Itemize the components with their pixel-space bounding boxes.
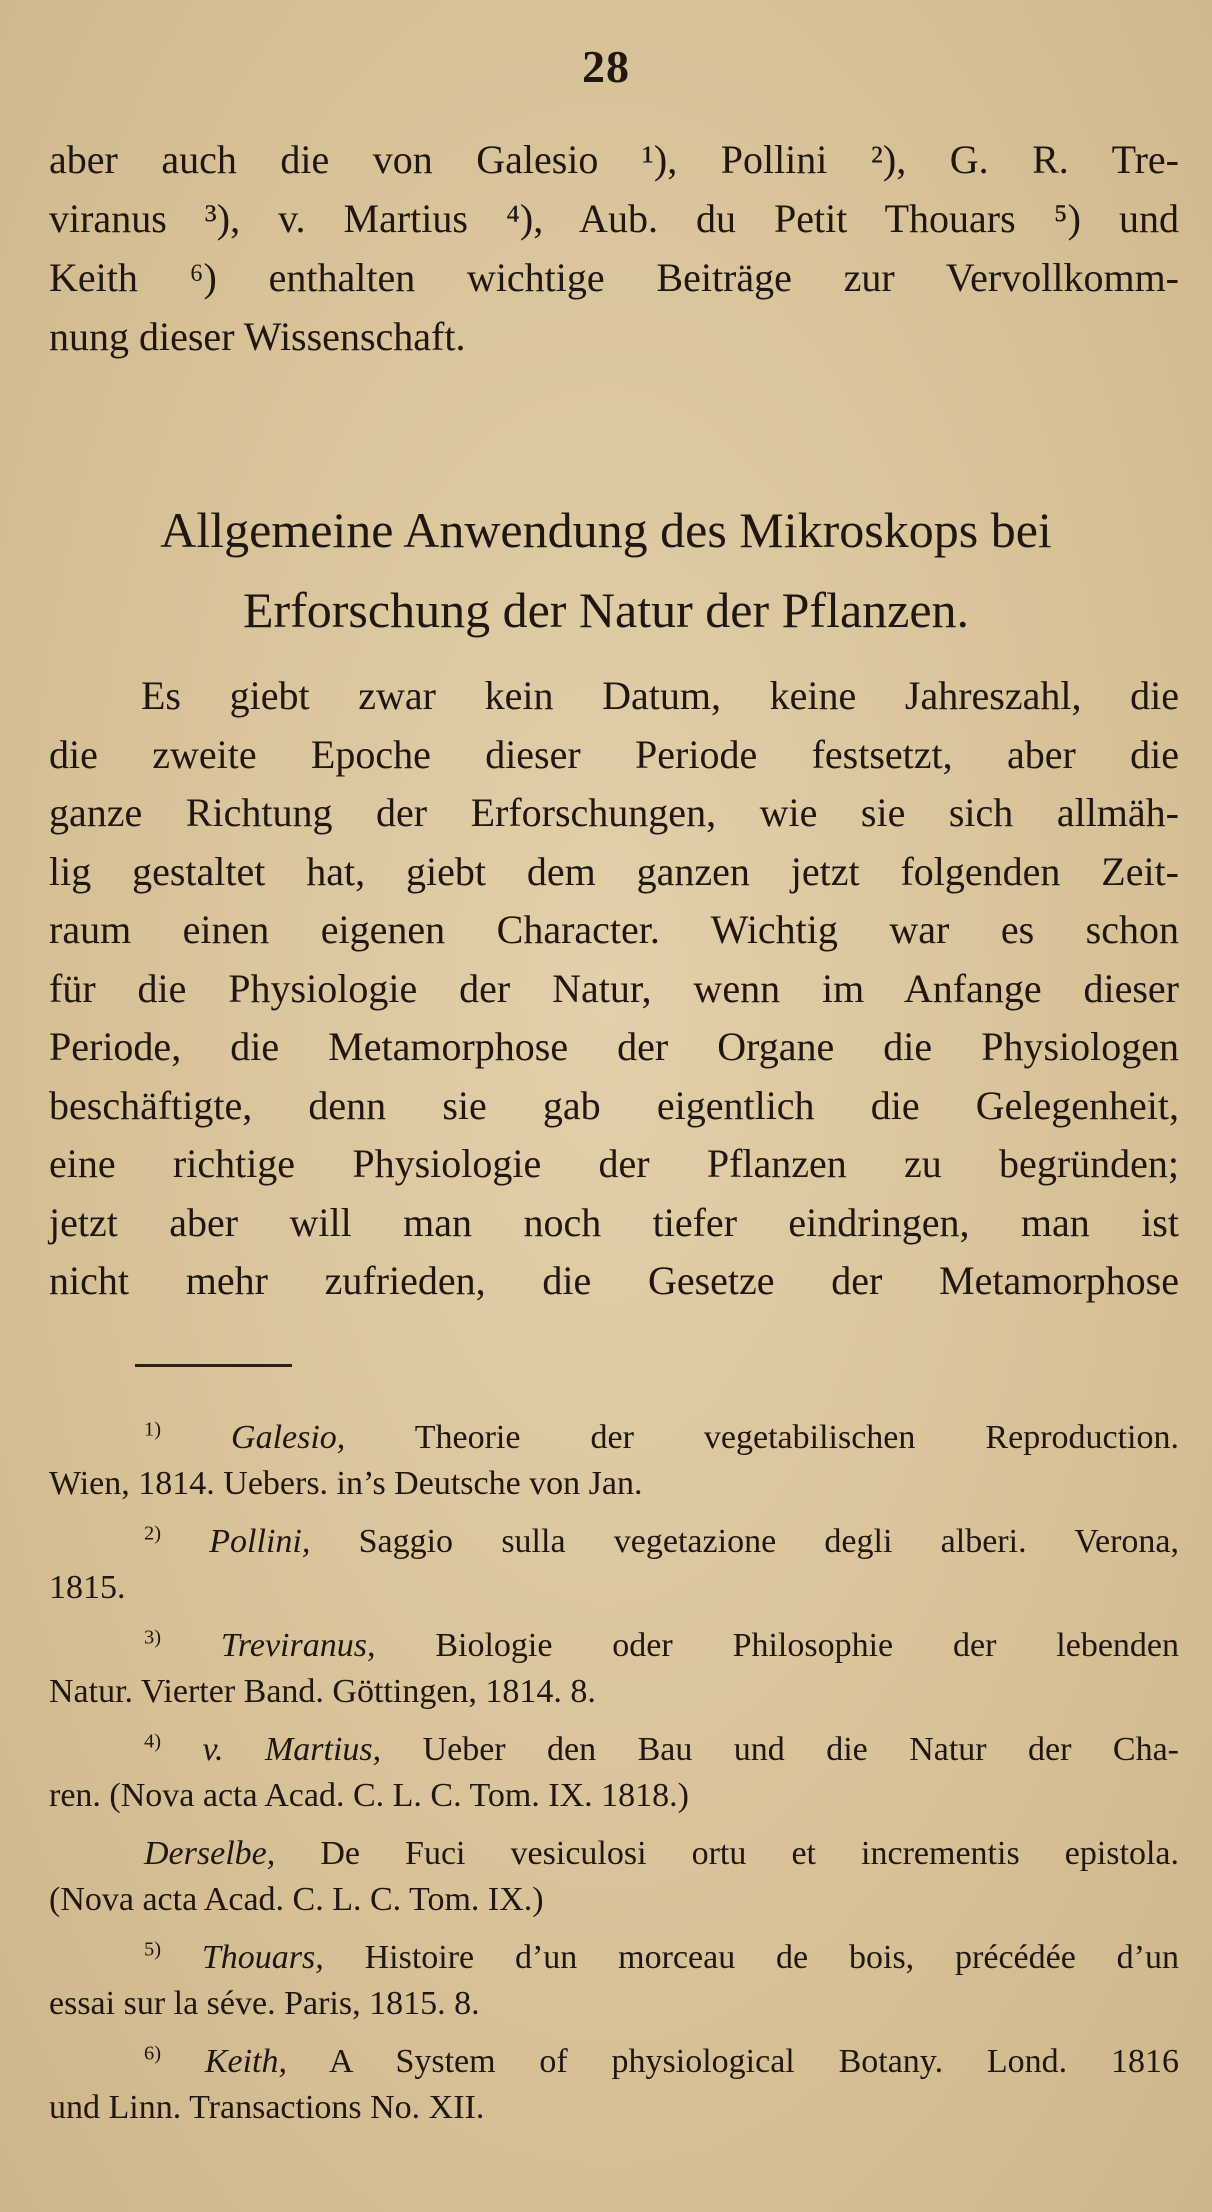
section-heading [0,490,1212,650]
heading-line: Allgemeine Anwendung des Mikroskops bei [160,502,1052,558]
text-line: für die Physiologie der Natur, wenn im Anfange dieser [49,965,1179,1011]
text-line: die zweite Epoche dieser Periode festsetzt, aber die [49,731,1179,777]
footnote-marker: 3) [144,1626,161,1649]
footnote-author: v. Martius, [202,1731,382,1768]
text-line: aber auch die von Galesio ¹), Pollini ²), G. R. Tre- [49,137,1179,182]
footnote-line [49,1415,1179,1461]
footnote-divider [135,1364,292,1367]
footnotes [49,1415,1179,2143]
text-line: lig gestaltet hat, giebt dem ganzen jetzt folgenden Zeit- [49,848,1179,894]
footnote-line [49,1623,1179,1669]
footnote-text: Histoire d’un morceau de bois, précédée d’un [323,1939,1179,1976]
text-line: nung dieser Wissenschaft. [49,314,466,359]
footnote-line [49,1519,1179,1565]
text-line: jetzt aber will man noch tiefer eindringen, man ist [49,1199,1179,1245]
footnote-marker: 6) [144,2042,161,2065]
intro-paragraph [49,130,1179,366]
footnote-line: 1815. [49,1569,126,1606]
text-line: viranus ³), v. Martius ⁴), Aub. du Petit Thouars ⁵) und [49,196,1179,241]
footnote [49,1935,1179,2027]
footnote [49,1519,1179,1611]
footnote [49,1623,1179,1715]
footnote-line: Natur. Vierter Band. Göttingen, 1814. 8. [49,1673,596,1710]
footnote-marker: 2) [144,1522,161,1545]
footnote-line: (Nova acta Acad. C. L. C. Tom. IX.) [49,1881,544,1918]
footnote-marker: 4) [144,1730,161,1753]
text-line: Es giebt zwar kein Datum, keine Jahreszahl, die [141,673,1179,718]
footnote-line: und Linn. Transactions No. XII. [49,2089,485,2126]
footnote-author: Thouars, [201,1939,324,1976]
footnote-line [49,2039,1179,2085]
text-line: raum einen eigenen Character. Wichtig war es schon [49,907,1179,952]
footnote-line [49,1935,1179,1981]
footnote-text: Theorie der vegetabilischen Reproduction. [345,1419,1179,1456]
text-line: ganze Richtung der Erforschungen, wie sie sich allmäh- [49,790,1179,835]
text-line: nicht mehr zufrieden, die Gesetze der Metamorphose [49,1258,1179,1303]
footnote [49,1831,1179,1923]
footnote-author: Galesio, [231,1419,346,1456]
footnote-author: Keith, [204,2043,287,2080]
text-line: beschäftigte, denn sie gab eigentlich die Gelegenheit, [49,1082,1179,1128]
footnote-text: Ueber den Bau und die Natur der Cha- [381,1731,1179,1768]
footnote [49,1415,1179,1507]
footnote [49,2039,1179,2131]
footnote-author: Derselbe, [144,1835,276,1872]
footnote-text: Saggio sulla vegetazione degli alberi. Verona, [310,1523,1180,1560]
text-line: eine richtige Physiologie der Pflanzen zu begründen; [49,1141,1179,1186]
text-line: Keith ⁶) enthalten wichtige Beiträge zur Vervollkomm- [49,255,1179,300]
footnote-author: Treviranus, [220,1627,376,1664]
text-line: Periode, die Metamorphose der Organe die Physiologen [49,1024,1179,1069]
footnote-line: essai sur la séve. Paris, 1815. 8. [49,1985,480,2022]
footnote-line: Wien, 1814. Uebers. in’s Deutsche von Jan. [49,1465,643,1502]
footnote-author: Pollini, [209,1523,311,1560]
footnote-marker: 5) [144,1938,161,1961]
footnote [49,1727,1179,1819]
heading-line: Erforschung der Natur der Pflanzen. [242,582,970,638]
footnote-text: De Fuci vesiculosi ortu et incrementis epistola. [275,1835,1179,1872]
footnote-line [49,1727,1179,1773]
body-paragraph [49,667,1179,1311]
footnote-text: A System of physiological Botany. Lond. 1816 [287,2043,1179,2080]
footnote-line [49,1831,1179,1877]
footnote-marker: 1) [144,1418,161,1441]
page-number: 28 [582,41,630,92]
footnote-line: ren. (Nova acta Acad. C. L. C. Tom. IX. 1818.) [49,1777,690,1814]
footnote-text: Biologie oder Philosophie der lebenden [375,1627,1180,1664]
